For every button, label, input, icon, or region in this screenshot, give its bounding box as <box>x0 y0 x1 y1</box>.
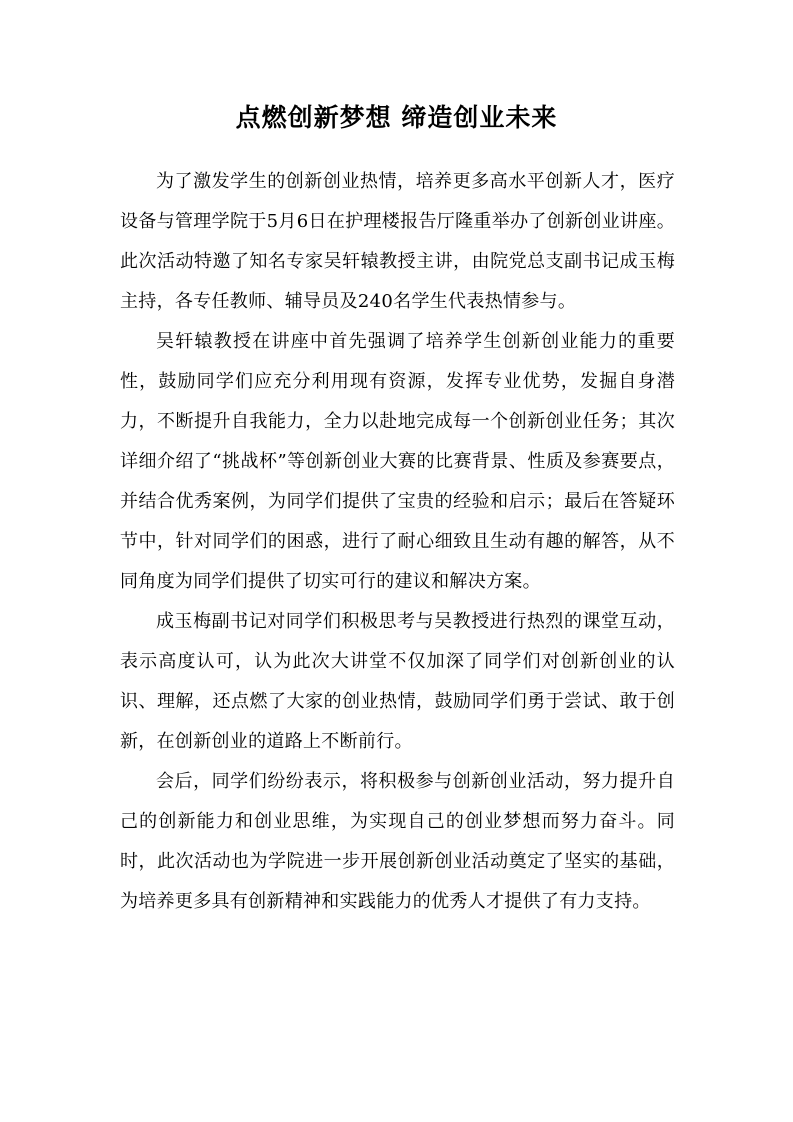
paragraph-4: 会后，同学们纷纷表示，将积极参与创新创业活动，努力提升自己的创新能力和创业思维，为实现自己的创业梦想而努力奋斗。同时，此次活动也为学院进一步开展创新创业活动奠定了坚实的基础，为培养更多具有创新精神和实践能力的优秀人才提供了有力支持。 <box>120 771 675 912</box>
paragraph-1: 为了激发学生的创新创业热情，培养更多高水平创新人才，医疗设备与管理学院于5月6日在护理楼报告厅隆重举办了创新创业讲座。此次活动特邀了知名专家吴轩辕教授主讲，由院党总支副书记成玉梅主持，各专任教师、辅导员及240名学生代表热情参与。 <box>120 171 675 312</box>
document-body <box>120 162 675 922</box>
paragraph-2: 吴轩辕教授在讲座中首先强调了培养学生创新创业能力的重要性，鼓励同学们应充分利用现有资源，发挥专业优势，发掘自身潜力，不断提升自我能力，全力以赴地完成每一个创新创业任务；其次详细介绍了“挑战杯”等创新创业大赛的比赛背景、性质及参赛要点，并结合优秀案例，为同学们提供了宝贵的经验和启示；最后在答疑环节中，针对同学们的困惑，进行了耐心细致且生动有趣的解答，从不同角度为同学们提供了切实可行的建议和解决方案。 <box>120 331 675 592</box>
document-title: 点燃创新梦想 缔造创业未来 <box>235 103 558 132</box>
paragraph-3: 成玉梅副书记对同学们积极思考与吴教授进行热烈的课堂互动，表示高度认可，认为此次大讲堂不仅加深了同学们对创新创业的认识、理解，还点燃了大家的创业热情，鼓励同学们勇于尝试、敢于创新，在创新创业的道路上不断前行。 <box>120 611 675 752</box>
